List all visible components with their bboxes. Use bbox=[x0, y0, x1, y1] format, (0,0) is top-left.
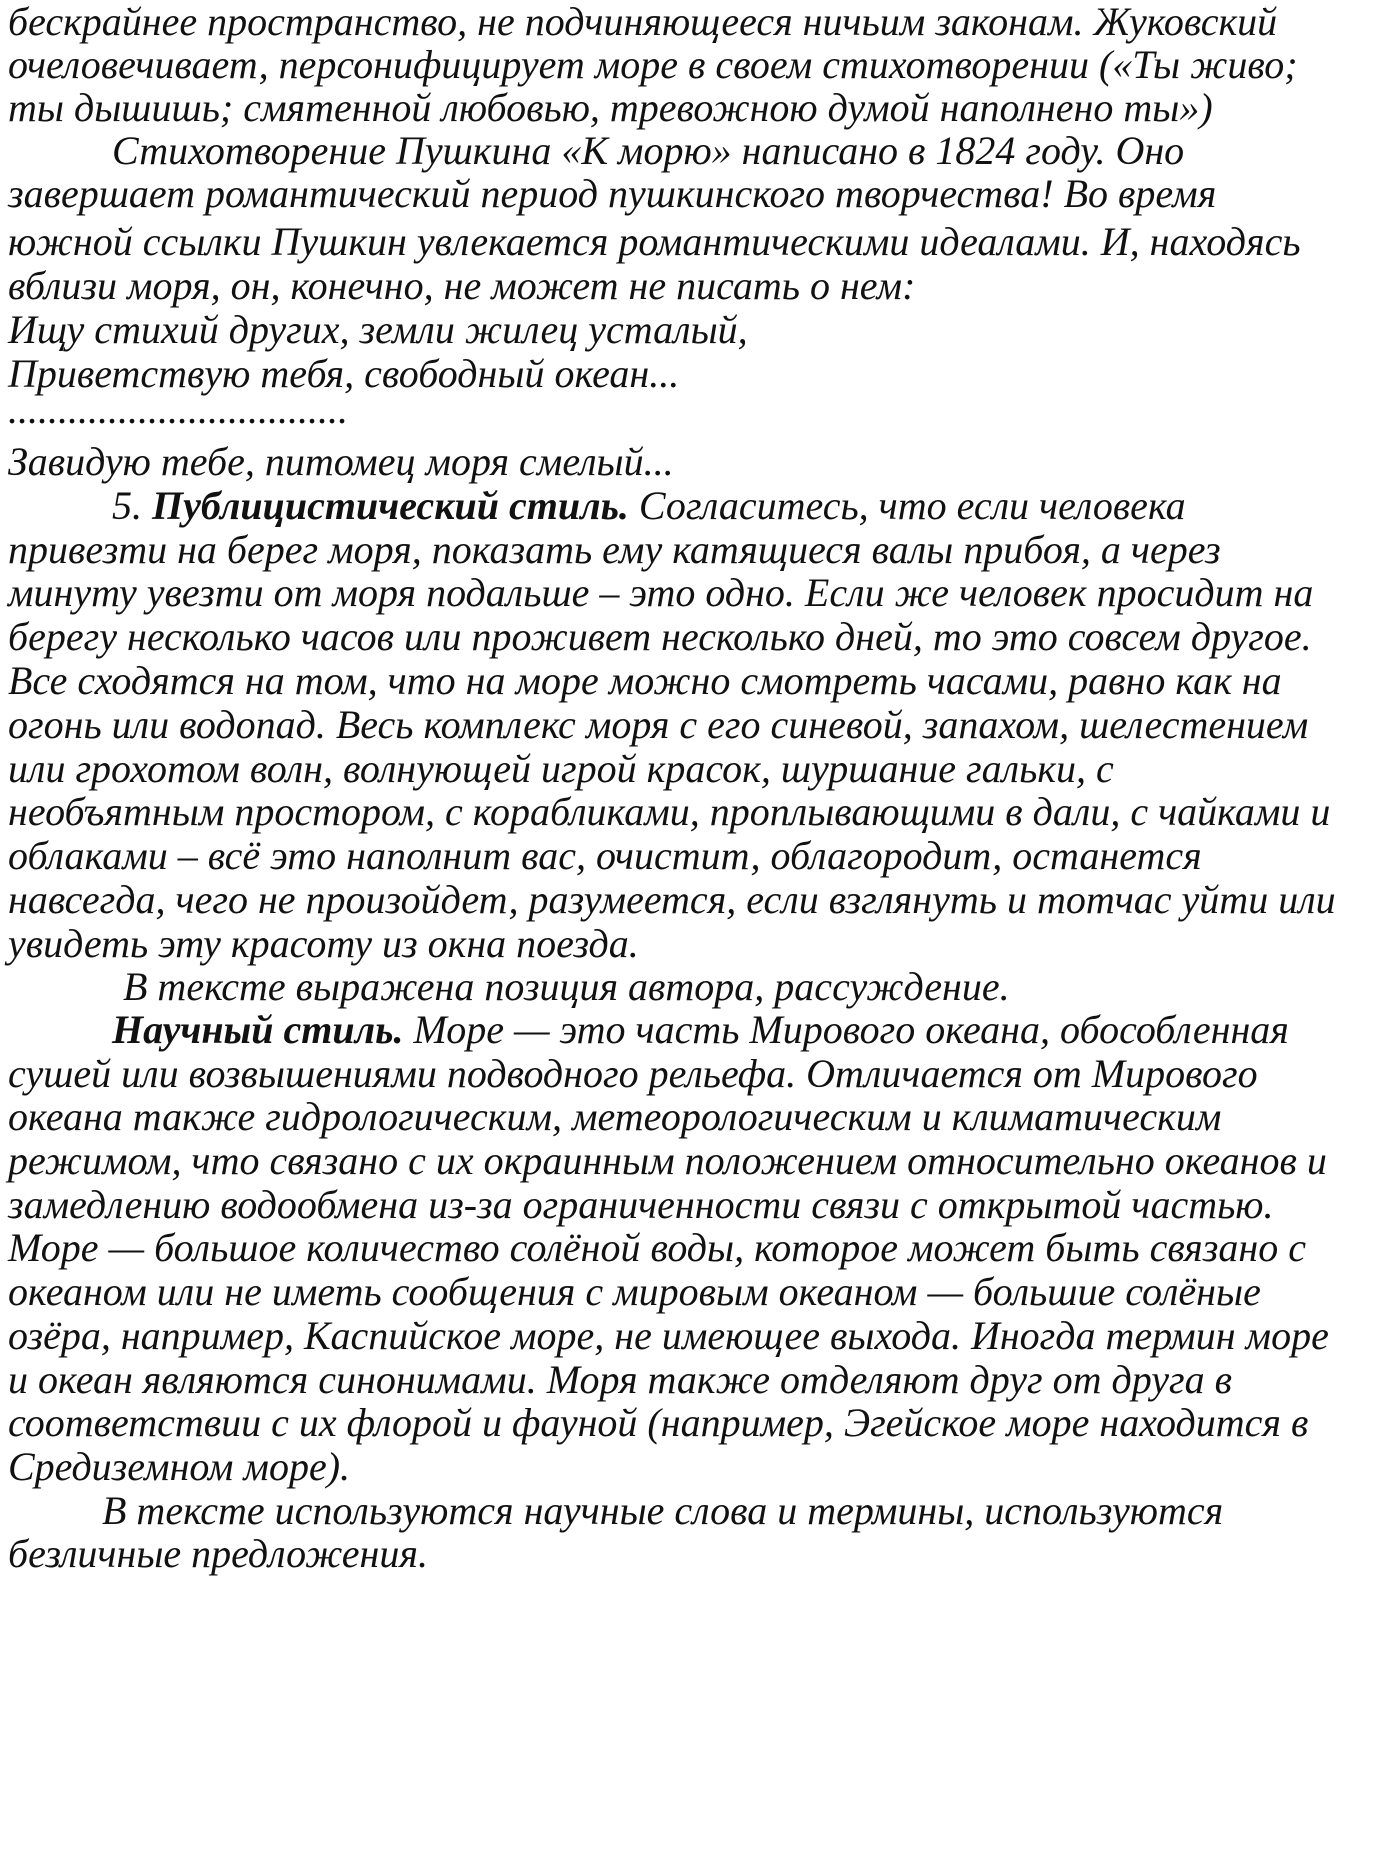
text-line: берегу несколько часов или проживет несколько дней, то это совсем другое. bbox=[8, 614, 1312, 659]
text-line: озёра, например, Каспийское море, не имеющее выхода. Иногда термин море bbox=[8, 1313, 1329, 1358]
text-line: соответствии с их флорой и фауной (например, Эгейское море находится в bbox=[8, 1400, 1309, 1445]
text-line: В тексте используются научные слова и термины, используются bbox=[102, 1488, 1224, 1533]
text-line: вблизи моря, он, конечно, не может не писать о нем: bbox=[8, 263, 916, 308]
text-line: завершает романтический период пушкинского творчества! Во время bbox=[8, 171, 1217, 216]
text-line: океана также гидрологическим, метеорологическим и климатическим bbox=[8, 1094, 1222, 1139]
text-line: южной ссылки Пушкин увлекается романтическими идеалами. И, находясь bbox=[8, 219, 1301, 264]
text-line: Стихотворение Пушкина «К морю» написано в 1824 году. Оно bbox=[112, 128, 1185, 173]
text-line: режимом, что связано с их окраинным положением относительно океанов и bbox=[8, 1138, 1327, 1183]
text-line: ты дышишь; смятенной любовью, тревожною думой наполнено ты») bbox=[8, 85, 1213, 130]
text-line: бескрайнее пространство, не подчиняющееся ничьим законам. Жуковский bbox=[8, 0, 1278, 44]
text-line: В тексте выражена позиция автора, рассуждение. bbox=[123, 964, 1010, 1009]
text-line: облаками – всё это наполнит вас, очистит, облагородит, останется bbox=[8, 833, 1202, 878]
text-line: минуту увезти от моря подальше – это одно. Если же человек просидит на bbox=[8, 570, 1314, 615]
text-line: Все сходятся на том, что на море можно смотреть часами, равно как на bbox=[8, 658, 1282, 703]
text-fragment: Море — это часть Мирового океана, обособленная bbox=[403, 1007, 1289, 1052]
text-line: привезти на берег моря, показать ему катящиеся валы прибоя, а через bbox=[8, 527, 1221, 572]
text-line bbox=[112, 1007, 1289, 1052]
text-line: замедлению водообмена из-за ограниченности связи с открытой частью. bbox=[8, 1182, 1274, 1227]
text-line: безличные предложения. bbox=[8, 1531, 428, 1576]
text-fragment: Согласитесь, что если человека bbox=[628, 483, 1186, 528]
section-heading: Публицистический стиль. bbox=[152, 483, 629, 528]
text-line bbox=[112, 483, 1186, 528]
text-line: Средиземном море). bbox=[8, 1444, 351, 1489]
text-line: увидеть эту красоту из окна поезда. bbox=[8, 921, 639, 966]
text-line: Море — большое количество солёной воды, которое может быть связано с bbox=[8, 1225, 1306, 1270]
text-line: навсегда, чего не произойдет, разумеется, если взглянуть и тотчас уйти или bbox=[8, 877, 1336, 922]
poem-line: Приветствую тебя, свободный океан... bbox=[8, 351, 680, 396]
text-line: очеловечивает, персонифицирует море в своем стихотворении («Ты живо; bbox=[8, 42, 1298, 87]
text-line: океаном или не иметь сообщения с мировым океаном — большие солёные bbox=[8, 1269, 1261, 1314]
poem-line: Ищу стихий других, земли жилец усталый, bbox=[8, 307, 748, 352]
text-line: сушей или возвышениями подводного рельефа. Отличается от Мирового bbox=[8, 1051, 1258, 1096]
poem-ellipsis: .................................. bbox=[8, 387, 348, 432]
section-heading: Научный стиль. bbox=[112, 1007, 404, 1052]
text-line: или грохотом волн, волнующей игрой красок, шуршание гальки, с bbox=[8, 746, 1114, 791]
text-line: необъятным простором, с корабликами, проплывающими в дали, с чайками и bbox=[8, 789, 1331, 834]
text-line: и океан являются синонимами. Моря также отделяют друг от друга в bbox=[8, 1357, 1232, 1402]
text-line: огонь или водопад. Весь комплекс моря с его синевой, запахом, шелестением bbox=[8, 702, 1309, 747]
poem-line: Завидую тебе, питомец моря смелый... bbox=[8, 439, 674, 484]
section-number: 5. bbox=[112, 483, 152, 528]
